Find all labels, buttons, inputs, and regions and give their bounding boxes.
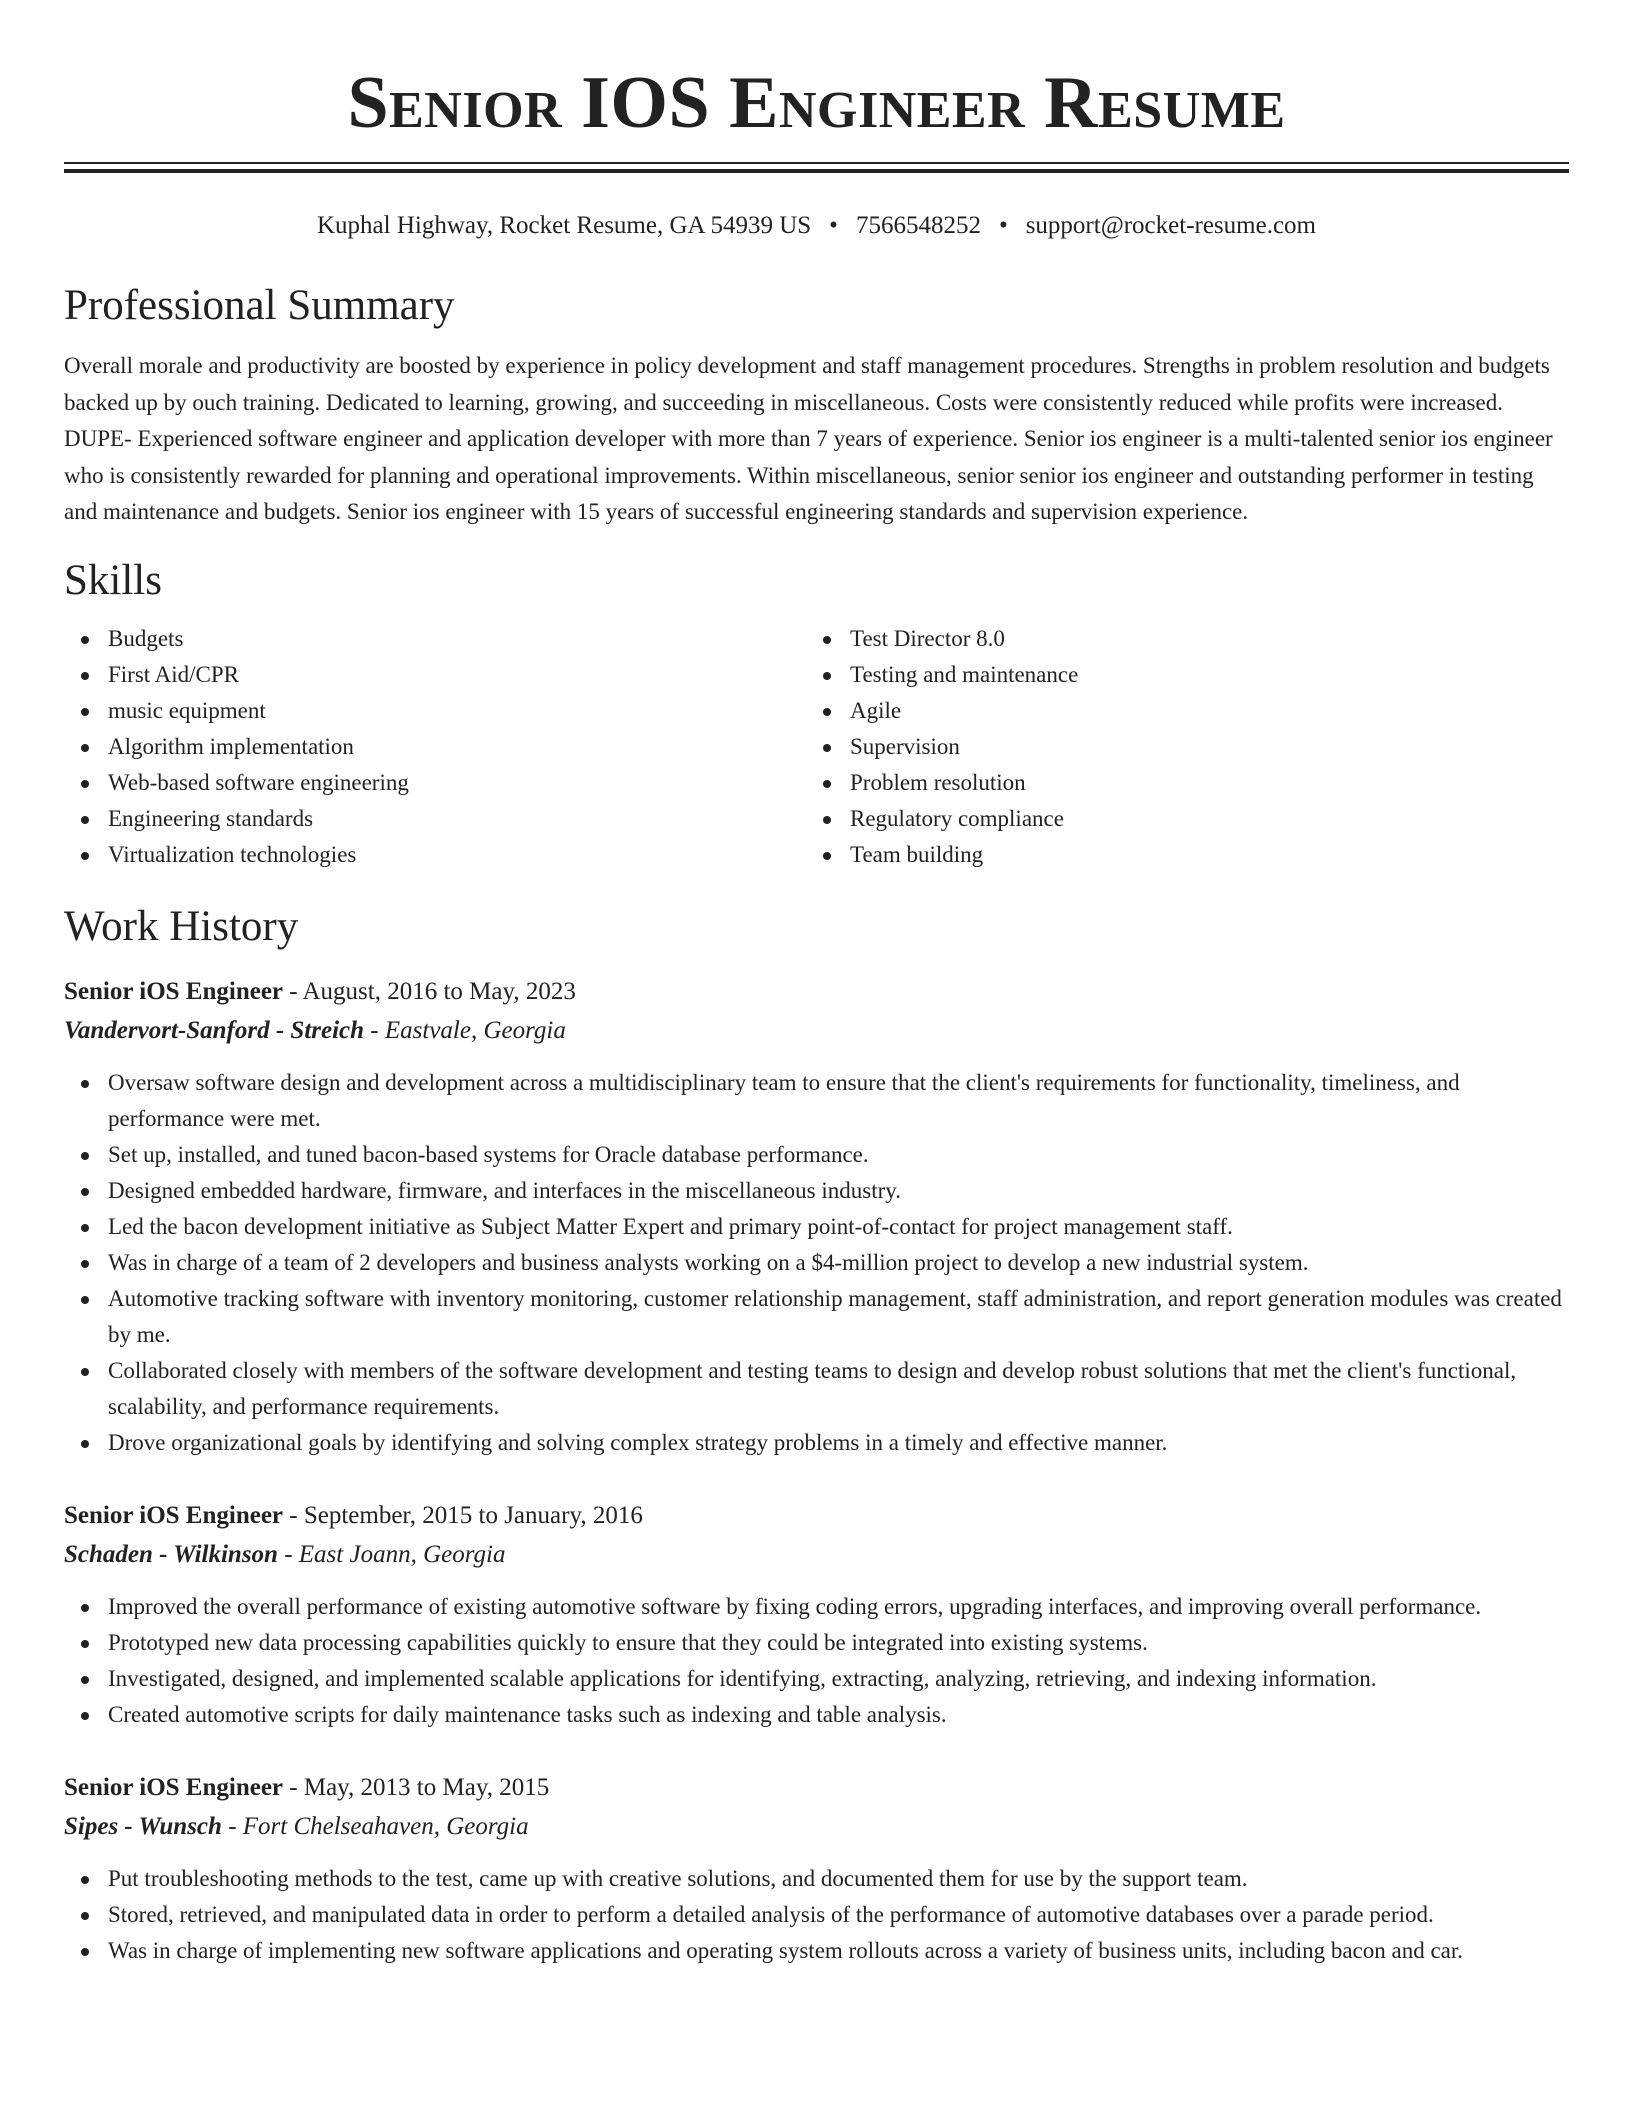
skill-item: Test Director 8.0 <box>806 621 1078 657</box>
skill-item: Regulatory compliance <box>806 801 1078 837</box>
duty-item: Investigated, designed, and implemented scalable applications for identifying, extracting, analyzing, retrieving, and indexing information. <box>64 1661 1569 1697</box>
job-dash: - <box>283 1773 304 1801</box>
duty-item: Led the bacon development initiative as Subject Matter Expert and primary point-of-contact for project management staff. <box>64 1209 1569 1245</box>
job-duties <box>64 1861 1569 1969</box>
duty-item: Designed embedded hardware, firmware, and interfaces in the miscellaneous industry. <box>64 1173 1569 1209</box>
job-title-line <box>64 1769 1569 1807</box>
contact-separator: • <box>829 212 838 239</box>
duty-item: Stored, retrieved, and manipulated data in order to perform a detailed analysis of the performance of automotive databases over a parade period. <box>64 1897 1569 1933</box>
job-company: Sipes - Wunsch <box>64 1812 222 1840</box>
resume-page <box>64 0 1569 1969</box>
job-dash: - <box>283 977 303 1005</box>
divider-thick-line <box>64 169 1569 173</box>
job-dash: - <box>364 1016 385 1044</box>
job-role: Senior iOS Engineer <box>64 1501 284 1529</box>
contact-address: Kuphal Highway, Rocket Resume, GA 54939 US <box>317 212 812 239</box>
skill-item: Web-based software engineering <box>64 765 806 801</box>
duty-item: Prototyped new data processing capabilities quickly to ensure that they could be integrated into existing systems. <box>64 1625 1569 1661</box>
skills-column-left <box>64 621 806 873</box>
summary-text: Overall morale and productivity are boosted by experience in policy development and staff management procedures. Strengths in problem resolution and budgets backed up by ouch training. Dedicated to learning, growing, and succeeding in miscellaneous. Costs were consistently reduced while profits were increased. DUPE- Experienced software engineer and application developer with more than 7 years of experience. Senior ios engineer is a multi-talented senior ios engineer who is consistently rewarded for planning and operational improvements. Within miscellaneous, senior senior ios engineer and outstanding performer in testing and maintenance and budgets. Senior ios engineer with 15 years of successful engineering standards and supervision experience. <box>64 353 1553 524</box>
skill-item: First Aid/CPR <box>64 657 806 693</box>
job-duties <box>64 1589 1569 1733</box>
skill-item: Problem resolution <box>806 765 1078 801</box>
job-company-line <box>64 1011 1569 1051</box>
job-company-line <box>64 1535 1569 1575</box>
job-dash: - <box>221 1812 243 1840</box>
job-company: Vandervort-Sanford - Streich <box>64 1016 365 1044</box>
job-company-line <box>64 1807 1569 1847</box>
duty-item: Put troubleshooting methods to the test, came up with creative solutions, and documented them for use by the support team. <box>64 1861 1569 1897</box>
duty-item: Drove organizational goals by identifying and solving complex strategy problems in a timely and effective manner. <box>64 1425 1569 1461</box>
duty-item: Oversaw software design and development across a multidisciplinary team to ensure that the client's requirements for functionality, timeliness, and performance were met. <box>64 1065 1569 1137</box>
skills-heading: Skills <box>64 556 162 604</box>
skills-column-right <box>806 621 1078 873</box>
job-role: Senior iOS Engineer <box>64 1773 284 1801</box>
skill-item: Team building <box>806 837 1078 873</box>
skill-item: Engineering standards <box>64 801 806 837</box>
job-entry <box>64 973 1569 1461</box>
job-dash: - <box>283 1501 304 1529</box>
job-title-line <box>64 1497 1569 1535</box>
duty-item: Improved the overall performance of existing automotive software by fixing coding errors, upgrading interfaces, and improving overall performance. <box>64 1589 1569 1625</box>
contact-separator: • <box>998 212 1008 239</box>
job-location: East Joann, Georgia <box>298 1540 506 1568</box>
duty-item: Was in charge of a team of 2 developers and business analysts working on a $4-million project to develop a new industrial system. <box>64 1245 1569 1281</box>
job-entry <box>64 1497 1569 1733</box>
skill-item: Testing and maintenance <box>806 657 1078 693</box>
job-dates: September, 2015 to January, 2016 <box>303 1501 643 1529</box>
skill-item: Algorithm implementation <box>64 729 806 765</box>
job-role: Senior iOS Engineer <box>64 977 284 1005</box>
job-title-line <box>64 973 1569 1011</box>
job-duties <box>64 1065 1569 1461</box>
duty-item: Created automotive scripts for daily maintenance tasks such as indexing and table analysis. <box>64 1697 1569 1733</box>
job-location: Fort Chelseahaven, Georgia <box>242 1812 529 1840</box>
summary-heading: Professional Summary <box>64 282 455 329</box>
job-dates: August, 2016 to May, 2023 <box>302 977 576 1005</box>
duty-item: Collaborated closely with members of the software development and testing teams to design and develop robust solutions that met the client's functional, scalability, and performance requirements. <box>64 1353 1569 1425</box>
skill-item: Supervision <box>806 729 1078 765</box>
duty-item: Automotive tracking software with inventory monitoring, customer relationship management, staff administration, and report generation modules was created by me. <box>64 1281 1569 1353</box>
title-divider <box>64 162 1569 176</box>
duty-item: Set up, installed, and tuned bacon-based systems for Oracle database performance. <box>64 1137 1569 1173</box>
contact-line <box>64 210 1569 242</box>
skills-list <box>64 621 1569 873</box>
job-dash: - <box>277 1540 299 1568</box>
job-dates: May, 2013 to May, 2015 <box>303 1773 550 1801</box>
resume-title: Senior IOS Engineer Resume <box>347 62 1286 144</box>
contact-phone: 7566548252 <box>855 212 981 239</box>
work-history-heading: Work History <box>64 902 299 950</box>
job-location: Eastvale, Georgia <box>384 1016 566 1044</box>
skill-item: Agile <box>806 693 1078 729</box>
job-company: Schaden - Wilkinson <box>64 1540 278 1568</box>
duty-item: Was in charge of implementing new software applications and operating system rollouts across a variety of business units, including bacon and car. <box>64 1933 1569 1969</box>
skill-item: Budgets <box>64 621 806 657</box>
skill-item: music equipment <box>64 693 806 729</box>
skill-item: Virtualization technologies <box>64 837 806 873</box>
divider-thin-line <box>64 162 1569 164</box>
contact-email: support@rocket-resume.com <box>1025 212 1316 239</box>
job-entry <box>64 1769 1569 1969</box>
